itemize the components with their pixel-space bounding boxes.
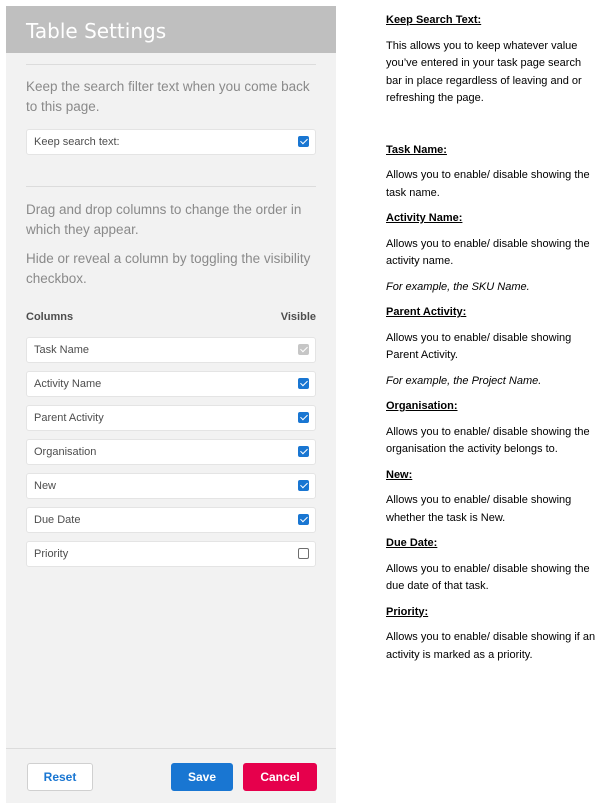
note-heading: Activity Name: bbox=[386, 212, 463, 224]
panel-header bbox=[6, 6, 336, 53]
documentation-notes bbox=[386, 12, 596, 672]
column-list bbox=[26, 337, 316, 567]
column-label: New bbox=[34, 480, 57, 492]
divider bbox=[26, 64, 316, 65]
note-text: Allows you to enable/ disable showing whether the task is New. bbox=[386, 494, 572, 524]
note-heading: Task Name: bbox=[386, 143, 447, 156]
note-heading: Organisation: bbox=[386, 400, 458, 412]
panel-title: Table Settings bbox=[26, 19, 167, 43]
column-row[interactable] bbox=[26, 507, 316, 533]
keep-search-help-text: Keep the search filter text when you come back to this page. bbox=[26, 79, 310, 114]
note-block bbox=[386, 535, 596, 596]
column-row[interactable] bbox=[26, 473, 316, 499]
panel-footer bbox=[6, 748, 336, 803]
note-block bbox=[386, 467, 596, 528]
note-text: This allows you to keep whatever value you’ve entered in your task page search bar in place regardless of leaving and or refreshing the page. bbox=[386, 39, 582, 104]
column-label: Priority bbox=[34, 548, 69, 560]
column-visible-checkbox[interactable] bbox=[298, 446, 309, 457]
note-block bbox=[386, 210, 596, 296]
note-text: Allows you to enable/ disable showing if an activity is marked as a priority. bbox=[386, 631, 596, 661]
column-visible-checkbox[interactable] bbox=[298, 514, 309, 525]
note-text: Allows you to enable/ disable showing the organisation the activity belongs to. bbox=[386, 425, 590, 455]
column-row[interactable] bbox=[26, 405, 316, 431]
keep-search-checkbox[interactable] bbox=[298, 136, 309, 147]
keep-search-label: Keep search text: bbox=[34, 136, 120, 148]
note-block bbox=[386, 304, 596, 390]
cancel-button[interactable]: Cancel bbox=[243, 763, 317, 791]
column-visible-checkbox[interactable] bbox=[298, 412, 309, 423]
note-block bbox=[386, 398, 596, 459]
columns-header: Columns bbox=[26, 311, 74, 323]
column-label: Activity Name bbox=[34, 378, 102, 390]
note-text: Allows you to enable/ disable showing Parent Activity. bbox=[386, 331, 572, 361]
drag-help-text: Drag and drop columns to change the order in which they appear. bbox=[26, 202, 302, 237]
note-example: For example, the SKU Name. bbox=[386, 280, 530, 293]
visible-header: Visible bbox=[280, 311, 316, 323]
note-heading: Due Date: bbox=[386, 537, 438, 549]
column-row[interactable] bbox=[26, 371, 316, 397]
column-label: Due Date bbox=[34, 514, 81, 526]
column-label: Task Name bbox=[34, 344, 90, 356]
save-button[interactable]: Save bbox=[171, 763, 233, 791]
column-row[interactable] bbox=[26, 439, 316, 465]
columns-table-header bbox=[26, 311, 316, 327]
panel-body bbox=[26, 64, 316, 567]
column-label: Parent Activity bbox=[34, 412, 104, 424]
note-heading: Priority: bbox=[386, 605, 429, 618]
reset-button[interactable]: Reset bbox=[27, 763, 93, 791]
note-example: For example, the Project Name. bbox=[386, 374, 542, 387]
column-row[interactable] bbox=[26, 337, 316, 363]
note-block bbox=[386, 604, 596, 665]
column-visible-checkbox[interactable] bbox=[298, 548, 309, 559]
note-text: Allows you to enable/ disable showing the due date of that task. bbox=[386, 562, 590, 592]
table-settings-panel bbox=[6, 6, 336, 802]
note-block bbox=[386, 12, 596, 108]
visibility-help-text: Hide or reveal a column by toggling the visibility checkbox. bbox=[26, 251, 311, 286]
keep-search-row[interactable] bbox=[26, 129, 316, 155]
note-heading: Keep Search Text: bbox=[386, 14, 482, 26]
column-visible-checkbox[interactable] bbox=[298, 480, 309, 491]
note-heading: Parent Activity: bbox=[386, 306, 467, 318]
divider bbox=[26, 186, 316, 187]
note-heading: New: bbox=[386, 468, 413, 481]
note-text: Allows you to enable/ disable showing the task name. bbox=[386, 169, 590, 199]
note-text: Allows you to enable/ disable showing the activity name. bbox=[386, 237, 590, 267]
column-visible-checkbox[interactable] bbox=[298, 378, 309, 389]
note-block bbox=[386, 142, 596, 203]
column-row[interactable] bbox=[26, 541, 316, 567]
column-visible-checkbox bbox=[298, 344, 309, 355]
column-label: Organisation bbox=[34, 446, 97, 458]
